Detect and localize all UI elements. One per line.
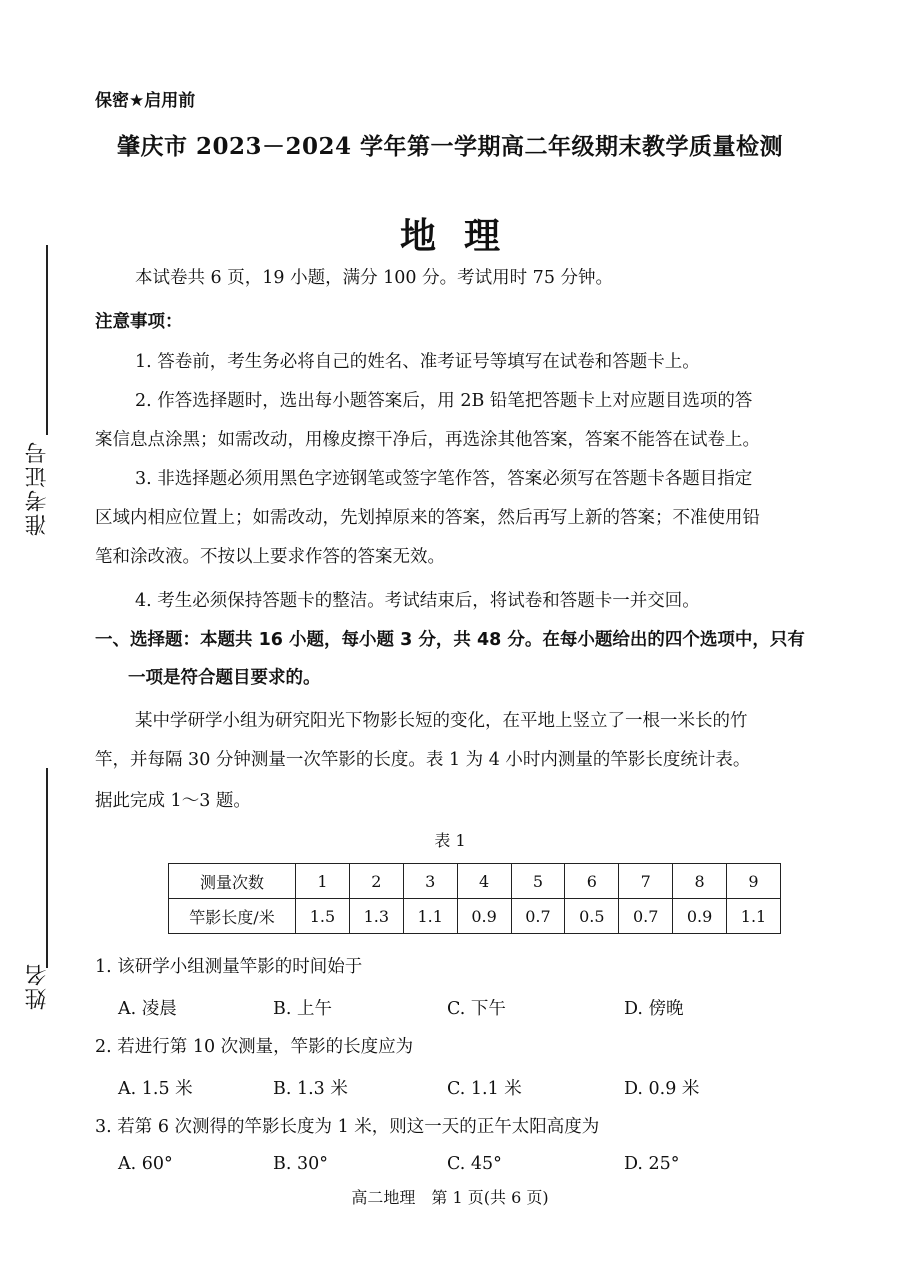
table-row bbox=[169, 899, 781, 934]
section-heading: 一、选择题：本题共 16 小题，每小题 3 分，共 48 分。在每小题给出的四个选项中，只有 bbox=[95, 630, 805, 650]
table-cell: 1.1 bbox=[403, 899, 457, 934]
question-option: A. 凌晨 bbox=[118, 999, 177, 1019]
passage-line: 据此完成 1～3 题。 bbox=[95, 791, 251, 811]
id-number-label: 准考证号 bbox=[25, 440, 50, 536]
page-footer: 高二地理 第 1 页(共 6 页) bbox=[351, 1188, 549, 1207]
table-cell: 9 bbox=[727, 864, 781, 899]
table-cell: 0.7 bbox=[511, 899, 565, 934]
table-cell: 8 bbox=[673, 864, 727, 899]
table-cell: 1.3 bbox=[349, 899, 403, 934]
shadow-length-table bbox=[168, 863, 781, 934]
exam-intro: 本试卷共 6 页，19 小题，满分 100 分。考试用时 75 分钟。 bbox=[135, 268, 614, 288]
notice-item: 案信息点涂黑；如需改动，用橡皮擦干净后，再选涂其他答案，答案不能答在试卷上。 bbox=[95, 430, 760, 450]
table-cell: 2 bbox=[349, 864, 403, 899]
table-caption: 表 1 bbox=[434, 831, 466, 850]
question-stem: 2. 若进行第 10 次测量，竿影的长度应为 bbox=[95, 1037, 414, 1057]
question-option: B. 上午 bbox=[273, 999, 332, 1019]
confidential-label: 保密★启用前 bbox=[95, 91, 196, 111]
passage-line: 竿，并每隔 30 分钟测量一次竿影的长度。表 1 为 4 小时内测量的竿影长度统计表。 bbox=[95, 750, 751, 770]
table-row bbox=[169, 864, 781, 899]
table-cell: 4 bbox=[457, 864, 511, 899]
exam-title: 肇庆市 2023－2024 学年第一学期高二年级期末教学质量检测 bbox=[116, 133, 784, 160]
name-line bbox=[46, 768, 48, 968]
notice-item: 4. 考生必须保持答题卡的整洁。考试结束后，将试卷和答题卡一并交回。 bbox=[135, 591, 700, 611]
table-cell: 3 bbox=[403, 864, 457, 899]
section-heading-cont: 一项是符合题目要求的。 bbox=[128, 668, 321, 688]
table-row-header: 测量次数 bbox=[169, 864, 296, 899]
passage-line: 某中学研学小组为研究阳光下物影长短的变化，在平地上竖立了一根一米长的竹 bbox=[135, 711, 748, 731]
question-stem: 3. 若第 6 次测得的竿影长度为 1 米，则这一天的正午太阳高度为 bbox=[95, 1117, 600, 1137]
id-number-line bbox=[46, 245, 48, 435]
question-option: C. 1.1 米 bbox=[447, 1079, 522, 1099]
question-option: A. 1.5 米 bbox=[118, 1079, 193, 1099]
table-cell: 6 bbox=[565, 864, 619, 899]
notice-item: 1. 答卷前，考生务必将自己的姓名、准考证号等填写在试卷和答题卡上。 bbox=[135, 352, 700, 372]
table-cell: 7 bbox=[619, 864, 673, 899]
question-option: D. 0.9 米 bbox=[624, 1079, 700, 1099]
table-cell: 1.1 bbox=[727, 899, 781, 934]
table-row-header: 竿影长度/米 bbox=[169, 899, 296, 934]
question-option: B. 30° bbox=[273, 1154, 329, 1174]
question-option: C. 下午 bbox=[447, 999, 506, 1019]
subject-title: 地理 bbox=[399, 215, 528, 257]
question-option: D. 25° bbox=[624, 1154, 680, 1174]
question-option: D. 傍晚 bbox=[624, 999, 684, 1019]
table-cell: 0.7 bbox=[619, 899, 673, 934]
table-cell: 0.9 bbox=[457, 899, 511, 934]
table-cell: 1.5 bbox=[296, 899, 350, 934]
name-label: 姓名 bbox=[25, 962, 50, 1010]
notice-item: 区域内相应位置上；如需改动，先划掉原来的答案，然后再写上新的答案；不准使用铅 bbox=[95, 508, 760, 528]
question-option: A. 60° bbox=[118, 1154, 173, 1174]
table-cell: 5 bbox=[511, 864, 565, 899]
notice-item: 笔和涂改液。不按以上要求作答的答案无效。 bbox=[95, 547, 445, 567]
notice-item: 2. 作答选择题时，选出每小题答案后，用 2B 铅笔把答题卡上对应题目选项的答 bbox=[135, 391, 753, 411]
question-option: C. 45° bbox=[447, 1154, 502, 1174]
table-cell: 0.9 bbox=[673, 899, 727, 934]
notice-title: 注意事项： bbox=[95, 312, 183, 332]
question-stem: 1. 该研学小组测量竿影的时间始于 bbox=[95, 957, 363, 977]
question-option: B. 1.3 米 bbox=[273, 1079, 348, 1099]
table-cell: 0.5 bbox=[565, 899, 619, 934]
notice-item: 3. 非选择题必须用黑色字迹钢笔或签字笔作答，答案必须写在答题卡各题目指定 bbox=[135, 469, 753, 489]
table-cell: 1 bbox=[296, 864, 350, 899]
